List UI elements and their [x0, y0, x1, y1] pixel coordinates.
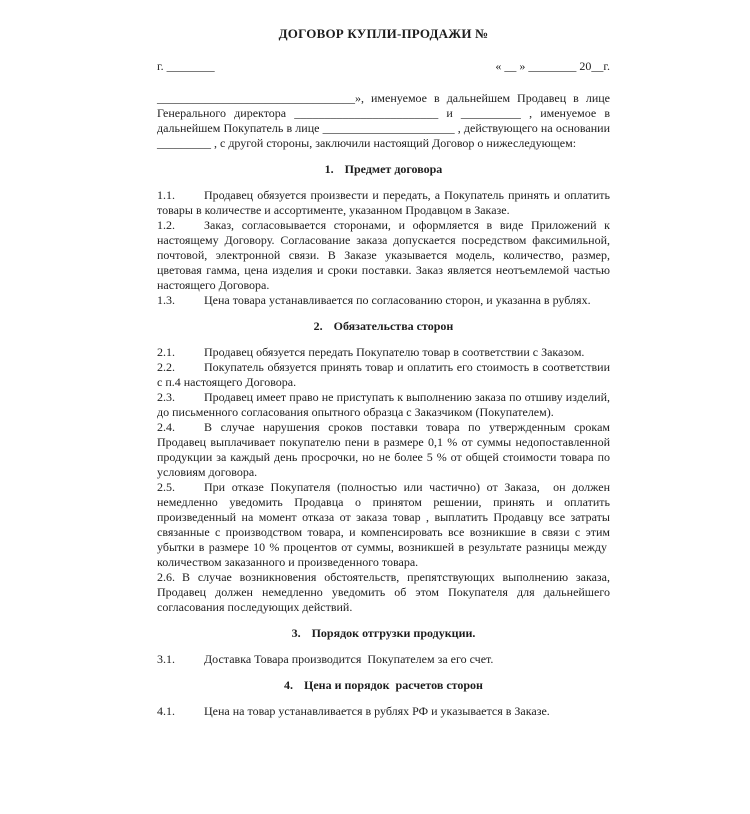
- clause-2-2-number: 2.2.: [157, 360, 175, 374]
- clause-3-1: [157, 652, 610, 667]
- section-2-heading: [157, 319, 610, 334]
- section-4-heading: [157, 678, 610, 693]
- clause-2-1-number: 2.1.: [157, 345, 175, 359]
- clause-2-6-number: 2.6.: [157, 570, 175, 584]
- clause-1-3-number: 1.3.: [157, 293, 175, 307]
- preamble-paragraph: _________________________________», именуемое в дальнейшем Продавец в лице Генерального директора ________________________ и __________ , именуемое в дальнейшем Покупатель в лице ______________________ , действующего на основании _________ , с другой стороны, заключили настоящий Договор о нижеследующем:: [157, 91, 610, 150]
- clause-4-1-number: 4.1.: [157, 704, 175, 718]
- clause-2-1-text: Продавец обязуется передать Покупателю товар в соответствии с Заказом.: [204, 345, 585, 359]
- clause-2-4-text: В случае нарушения сроков поставки товара по утвержденным срокам Продавец выплачивает покупателю пени в размере 0,1 % от суммы недопоставленной продукции за каждый день просрочки, но не более 5 % от общей стоимости товара по условиям договора.: [157, 420, 610, 479]
- clause-1-3: [157, 293, 610, 308]
- section-4-number: 4.: [284, 678, 293, 692]
- contract-title: ДОГОВОР КУПЛИ-ПРОДАЖИ №: [278, 26, 489, 41]
- clause-2-4-number: 2.4.: [157, 420, 175, 434]
- clause-2-1: [157, 345, 610, 360]
- clause-2-6-text: В случае возникновения обстоятельств, препятствующих выполнению заказа, Продавец должен немедленно уведомить об этом Покупателя для дальнейшего согласования последующих действий.: [157, 570, 610, 614]
- section-3-number: 3.: [291, 626, 301, 640]
- section-1-number: 1.: [324, 162, 334, 176]
- place-blank: г. ________: [157, 59, 215, 73]
- clause-1-1-text: Продавец обязуется произвести и передать, а Покупатель принять и оплатить товары в количестве и ассортименте, указанном Продавцом в Заказе.: [157, 188, 610, 217]
- clause-2-2: [157, 360, 610, 390]
- clause-1-1-number: 1.1.: [157, 188, 175, 202]
- clause-3-1-text: Доставка Товара производится Покупателем за его счет.: [204, 652, 494, 666]
- clause-2-4: [157, 420, 610, 480]
- clause-3-1-number: 3.1.: [157, 652, 175, 666]
- clause-2-3-number: 2.3.: [157, 390, 175, 404]
- clause-1-3-text: Цена товара устанавливается по согласованию сторон, и указанна в рублях.: [204, 293, 591, 307]
- clause-2-5-text: При отказе Покупателя (полностью или частично) от Заказа, он должен немедленно уведомить Продавца о принятом решении, принять и оплатить произведенный на момент отказа от заказа товар , выплатить Продавцу все затраты связанные с производством товара, и компенсировать все возникшие в связи с этим убытки в размере 10 % процентов от суммы, возникшей в результате разницы между количеством заказанного и произведенного товара.: [157, 480, 610, 569]
- clause-2-5: [157, 480, 610, 570]
- section-1-title: Предмет договора: [344, 162, 443, 176]
- clause-2-3-text: Продавец имеет право не приступать к выполнению заказа по отшиву изделий, до письменного согласования опытного образца с Заказчиком (Покупателем).: [157, 390, 610, 419]
- section-3-title: Порядок отгрузки продукции.: [311, 626, 476, 640]
- clause-2-3: [157, 390, 610, 420]
- section-3-heading: [157, 626, 610, 641]
- clause-4-1-text: Цена на товар устанавливается в рублях РФ и указывается в Заказе.: [204, 704, 550, 718]
- section-2-number: 2.: [313, 319, 323, 333]
- clause-1-1: [157, 188, 610, 218]
- clause-1-2-text: Заказ, согласовывается сторонами, и оформляется в виде Приложений к настоящему Договору. Согласование заказа допускается посредством факсимильной, почтовой, электронной связи. В Заказе указывается модель, количество, размер, цветовая гамма, цена изделия и сроки поставки. Заказ является неотъемлемой частью настоящего Договора.: [157, 218, 610, 292]
- clause-1-2: [157, 218, 610, 293]
- date-blank: « __ » ________ 20__г.: [495, 59, 610, 73]
- clause-4-1: [157, 704, 610, 719]
- section-1-heading: [157, 162, 610, 177]
- clause-2-2-text: Покупатель обязуется принять товар и оплатить его стоимость в соответствии с п.4 настоящего Договора.: [157, 360, 610, 389]
- clause-2-5-number: 2.5.: [157, 480, 175, 494]
- clause-2-6: [157, 570, 610, 615]
- section-2-title: Обязательства сторон: [333, 319, 454, 333]
- section-4-title: Цена и порядок расчетов сторон: [304, 678, 483, 692]
- clause-1-2-number: 1.2.: [157, 218, 175, 232]
- place-date-row: [157, 59, 610, 74]
